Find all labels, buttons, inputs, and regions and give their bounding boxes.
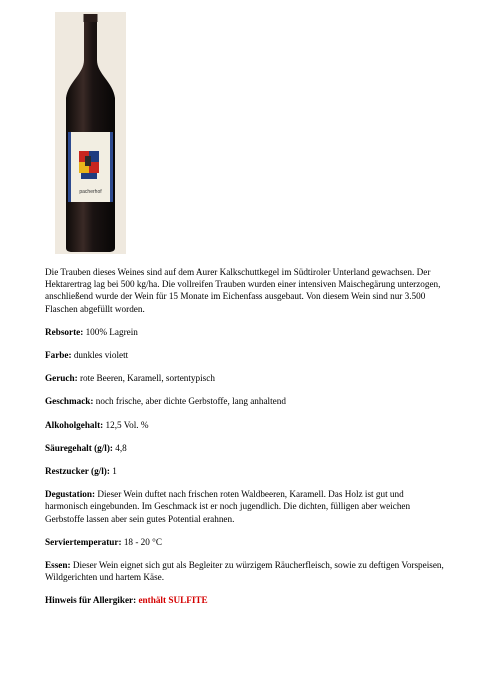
fact-label: Geschmack:	[45, 396, 94, 407]
fact-essen	[45, 559, 445, 583]
bottle-label-text: pacherhof	[79, 189, 102, 195]
fact-saeuregehalt	[45, 442, 445, 454]
fact-value: Dieser Wein eignet sich gut als Begleiter zu würzigem Räucherfleisch, sowie zu deftigen Vorspeisen, Wildgerichten und hartem Käse.	[45, 560, 444, 583]
fact-label: Restzucker (g/l):	[45, 466, 110, 477]
fact-degustation	[45, 488, 445, 525]
fact-rebsorte	[45, 326, 445, 338]
fact-label: Serviertemperatur:	[45, 536, 122, 547]
fact-value: rote Beeren, Karamell, sortentypisch	[79, 373, 215, 384]
fact-label: Farbe:	[45, 350, 72, 361]
allergy-value: enthält SULFITE	[138, 595, 208, 606]
wine-description	[45, 266, 445, 618]
fact-value: Dieser Wein duftet nach frischen roten Waldbeeren, Karamell. Das Holz ist gut und harmonisch eingebunden. Im Geschmack ist er noch jugendlich. Die dichten, fülligen aber weichen Gerbstoffe lassen aber sein gutes Potential erahnen.	[45, 489, 411, 524]
fact-serviertemperatur	[45, 536, 445, 548]
fact-geschmack	[45, 395, 445, 407]
fact-label: Rebsorte:	[45, 326, 84, 337]
fact-farbe	[45, 349, 445, 361]
fact-value: 12,5 Vol. %	[105, 419, 149, 430]
fact-restzucker	[45, 465, 445, 477]
fact-label: Säuregehalt (g/l):	[45, 442, 113, 453]
fact-alkoholgehalt	[45, 419, 445, 431]
intro-paragraph: Die Trauben dieses Weines sind auf dem Aurer Kalkschuttkegel im Südtiroler Unterland gewachsen. Der Hektarertrag lag bei 500 kg/ha. Die vollreifen Trauben wurden einer intensiven Maischegärung unterzogen, anschließend wurde der Wein für 15 Monate im Eichenfass ausgebaut. Von diesem Wein sind nur 3.500 Flaschen abgefüllt worden.	[45, 267, 441, 314]
fact-label: Essen:	[45, 560, 71, 571]
fact-geruch	[45, 372, 445, 384]
fact-value: dunkles violett	[73, 350, 129, 361]
wine-bottle-illustration	[55, 12, 126, 254]
fact-value: noch frische, aber dichte Gerbstoffe, lang anhaltend	[95, 396, 286, 407]
fact-value: 1	[112, 466, 117, 477]
allergy-label: Hinweis für Allergiker:	[45, 595, 137, 606]
fact-label: Degustation:	[45, 489, 96, 500]
allergy-notice	[45, 594, 445, 606]
wine-bottle-image	[55, 12, 126, 254]
fact-label: Alkoholgehalt:	[45, 419, 104, 430]
fact-value: 100% Lagrein	[85, 326, 138, 337]
fact-value: 4,8	[115, 442, 127, 453]
fact-value: 18 - 20 °C	[123, 536, 162, 547]
fact-label: Geruch:	[45, 373, 78, 384]
